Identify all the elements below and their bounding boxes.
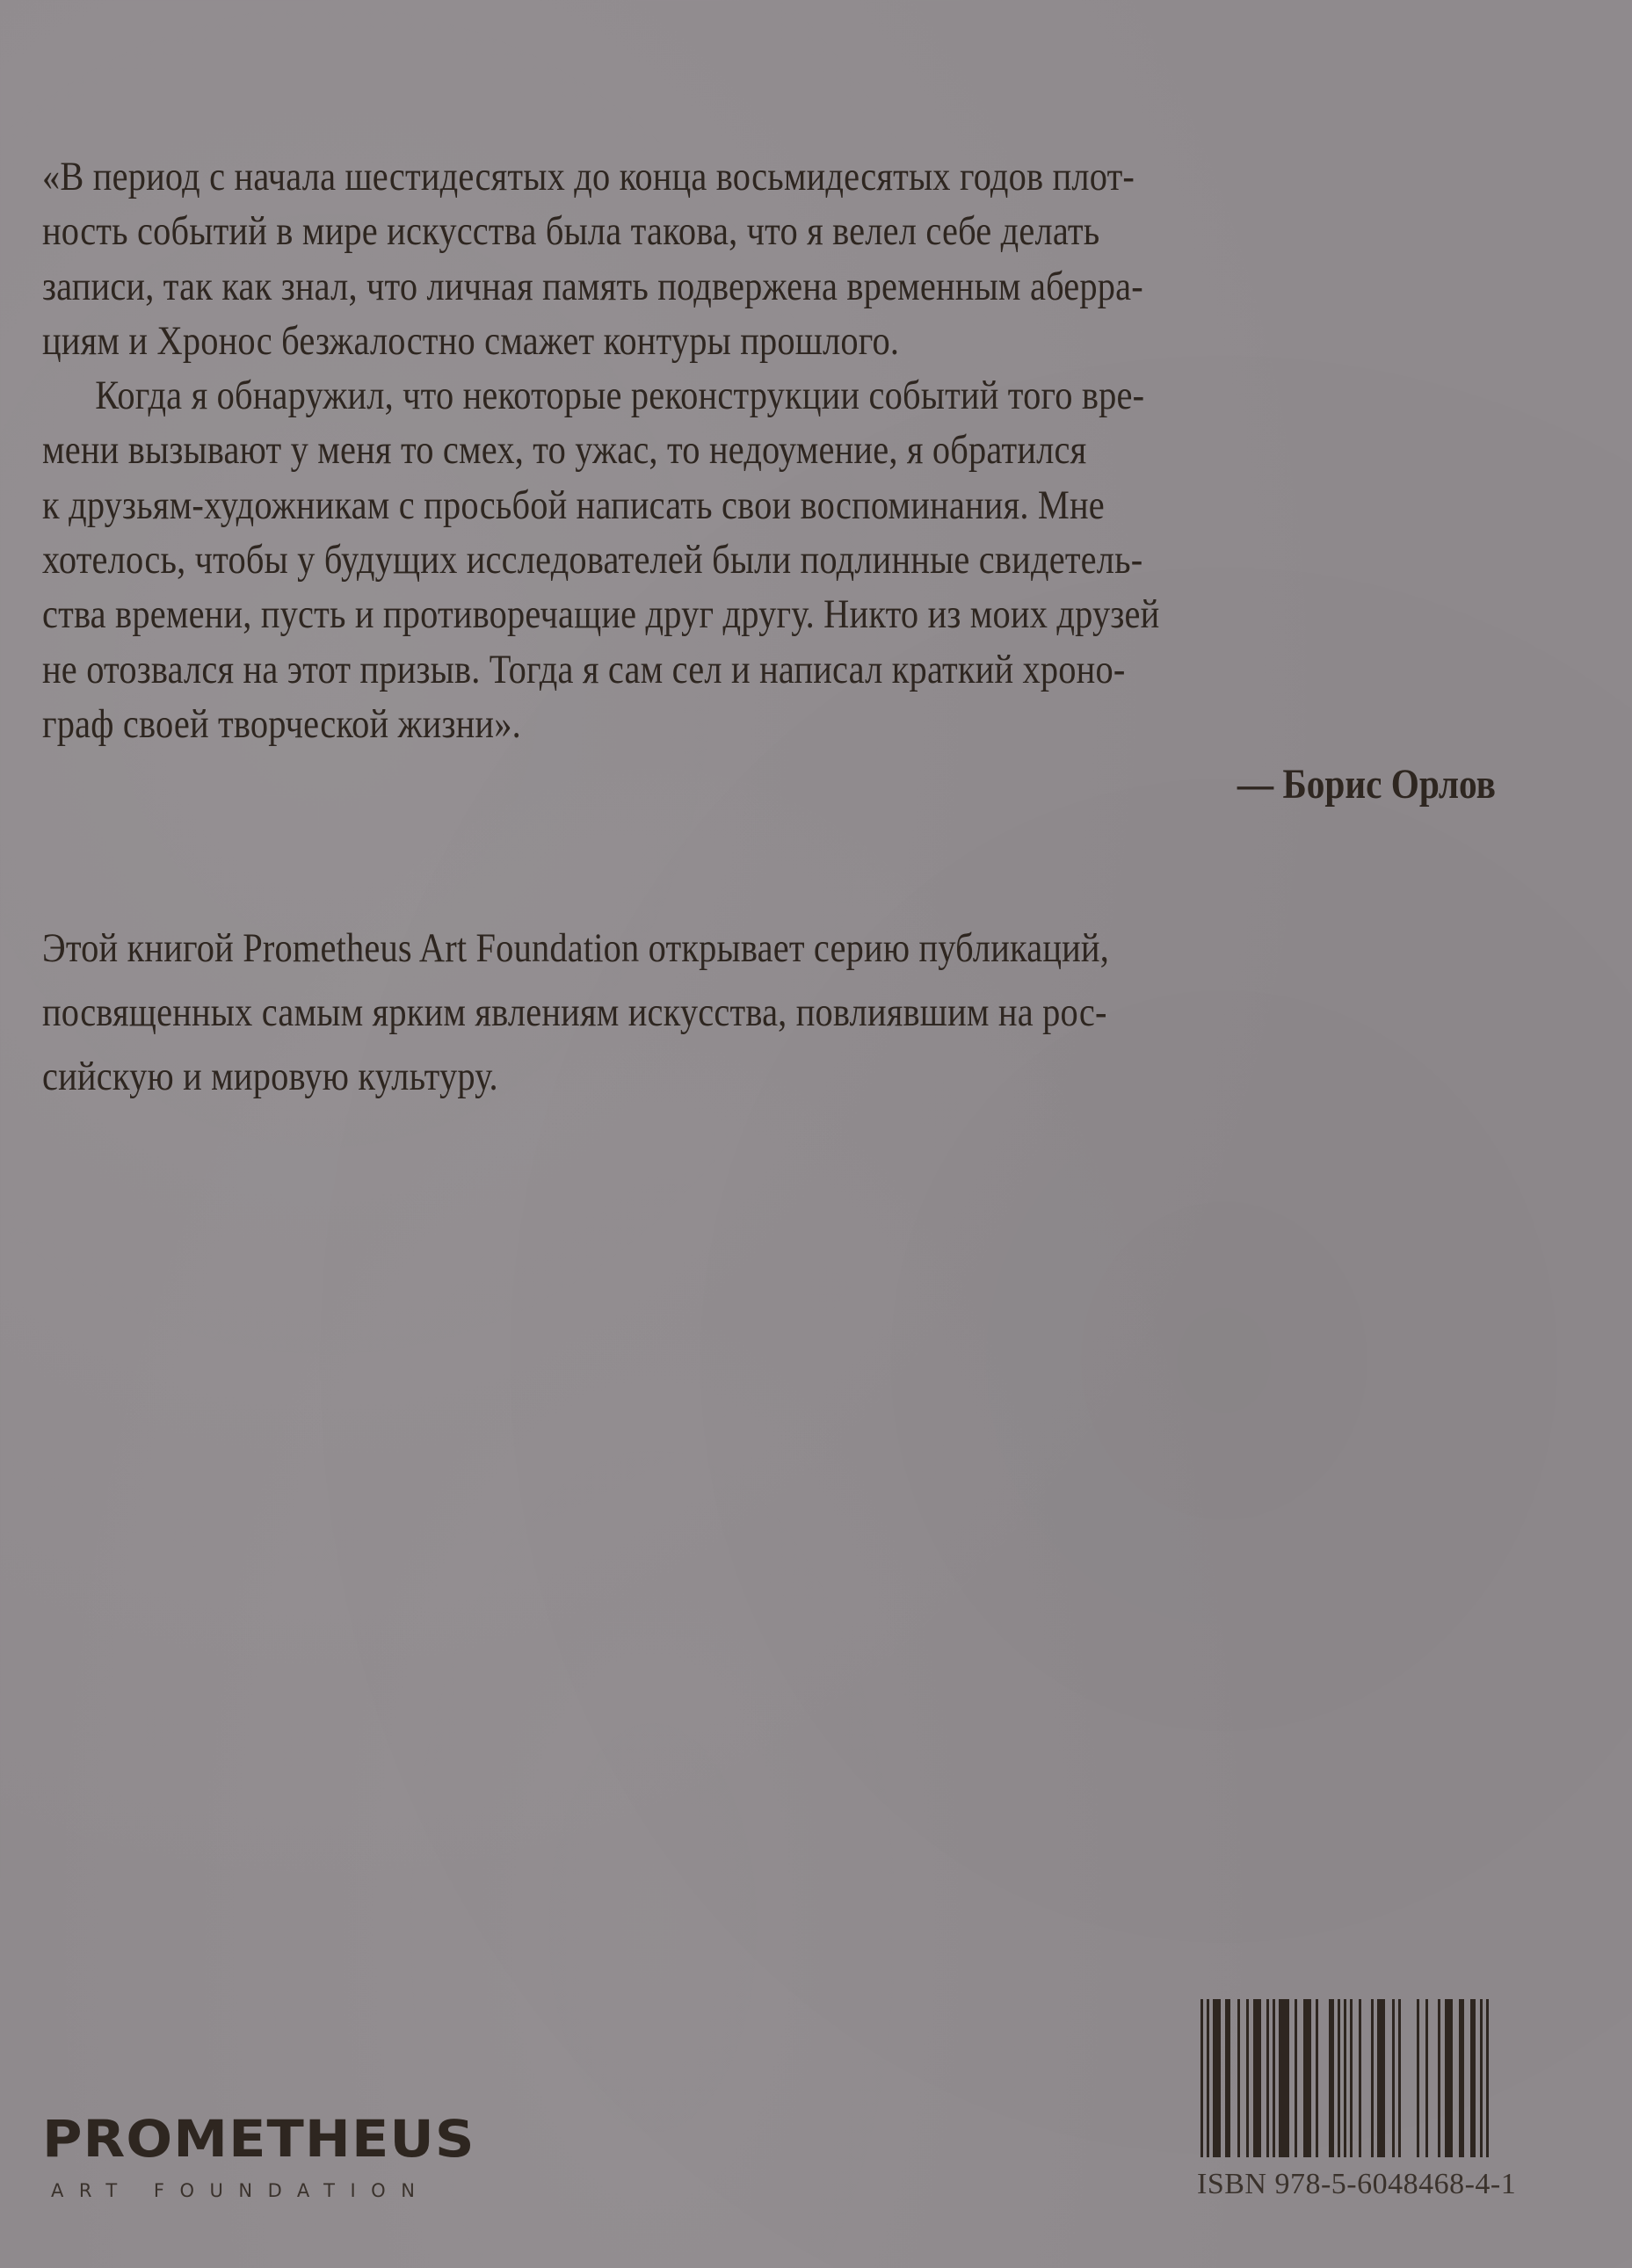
text-line: ства времени, пусть и противоречащие друг другу. Никто из моих друзей (42, 591, 1160, 638)
text-line: «В период с начала шестидесятых до конца восьмидесятых годов плот- (42, 154, 1135, 199)
quote-block (42, 149, 1494, 751)
quote-attribution: — Борис Орлов (1237, 761, 1496, 808)
publisher-logo (42, 2109, 475, 2201)
text-line: Когда я обнаружил, что некоторые реконструкции событий того вре- (95, 373, 1145, 419)
foundation-note (42, 917, 1632, 1109)
text-line: хотелось, чтобы у будущих исследователей были подлинные свидетель- (42, 537, 1143, 583)
text-line: граф своей творческой жизни». (42, 700, 521, 747)
text-line: записи, так как знал, что личная память подвержена временным аберра- (42, 263, 1143, 309)
publisher-subtitle: ART FOUNDATION (51, 2180, 431, 2201)
text-line: не отозвался на этот призыв. Тогда я сам сел и написал краткий хроно- (42, 646, 1126, 692)
text-line: сийскую и мировую культуру. (42, 1054, 498, 1099)
quote-paragraph-2 (42, 368, 1494, 751)
text-line: Этой книгой Prometheus Art Foundation открывает серию публикаций, (42, 925, 1110, 971)
foundation-paragraph (42, 917, 1494, 1109)
text-line: мени вызывают у меня то смех, то ужас, то недоумение, я обратился (42, 427, 1087, 474)
text-line: к друзьям-художникам с просьбой написать свои воспоминания. Мне (42, 482, 1105, 528)
text-line: посвященных самым ярким явлениям искусства, повлиявшим на рос- (42, 989, 1107, 1035)
quote-paragraph-1 (42, 149, 1494, 368)
barcode-icon (1197, 1999, 1496, 2157)
barcode-block (1197, 1999, 1517, 2201)
isbn-label: ISBN 978-5-6048468-4-1 (1197, 2168, 1517, 2200)
text-line: ность событий в мире искусства была такова, что я велел себе делать (42, 208, 1100, 255)
text-line: циям и Хронос безжалостно смажет контуры прошлого. (42, 317, 900, 364)
publisher-name: PROMETHEUS (42, 2109, 475, 2169)
